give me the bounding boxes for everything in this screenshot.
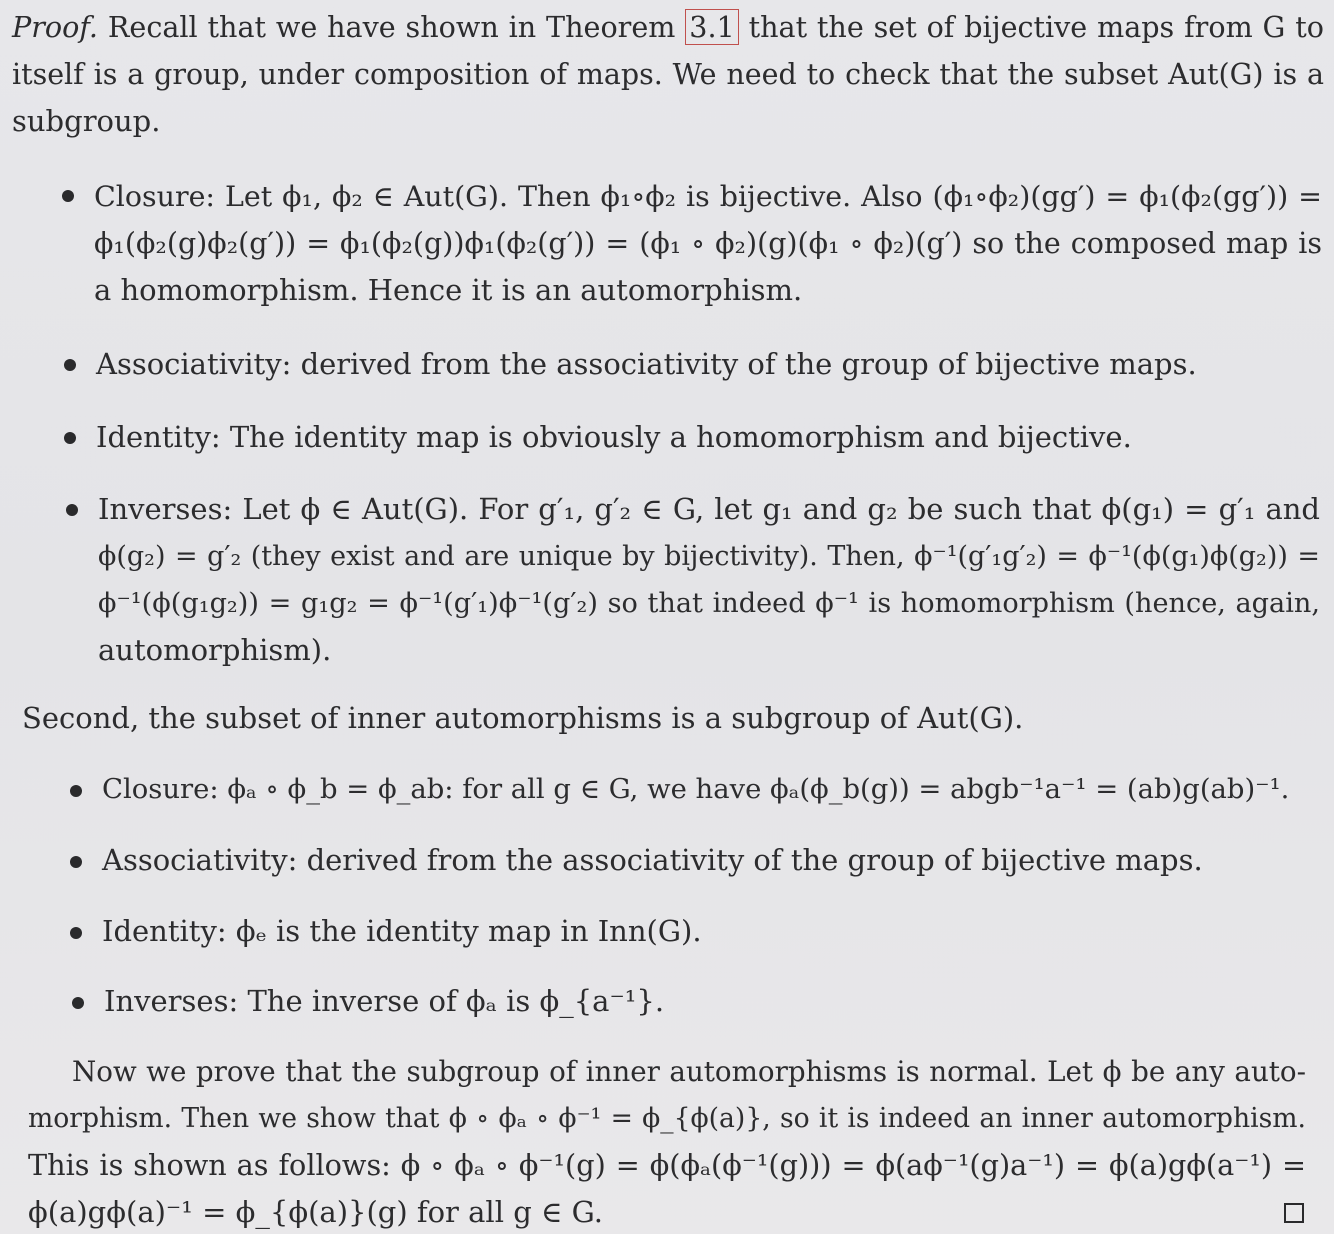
- qed-square-icon: [1284, 1203, 1304, 1223]
- aut-item-identity: [96, 414, 1296, 461]
- aut-identity-line: Identity: The identity map is obviously a homomorphism and bijective.: [96, 420, 1132, 454]
- aut-inverses-line-3: ϕ⁻¹(ϕ(g₁g₂)) = g₁g₂ = ϕ⁻¹(g′₁)ϕ⁻¹(g′₂) so that indeed ϕ⁻¹ is homomorphism (hence, again,: [98, 588, 1320, 619]
- bullet-icon: [66, 504, 78, 516]
- aut-associativity-line: Associativity: derived from the associativity of the group of bijective maps.: [96, 347, 1197, 381]
- aut-inverses-line-2: ϕ(g₂) = g′₂ (they exist and are unique by bijectivity). Then, ϕ⁻¹(g′₁g′₂) = ϕ⁻¹(ϕ(g₁)ϕ(g₂)) =: [98, 541, 1320, 572]
- bullet-icon: [72, 997, 84, 1009]
- normal-line-2: morphism. Then we show that ϕ ∘ ϕₐ ∘ ϕ⁻¹ = ϕ_{ϕ(a)}, so it is indeed an inner automorphism.: [28, 1103, 1306, 1134]
- aut-closure-line-1: Closure: Let ϕ₁, ϕ₂ ∈ Aut(G). Then ϕ₁∘ϕ₂ is bijective. Also (ϕ₁∘ϕ₂)(gg′) = ϕ₁(ϕ₂(gg′)) =: [94, 180, 1322, 213]
- aut-closure-line-2: ϕ₁(ϕ₂(g)ϕ₂(g′)) = ϕ₁(ϕ₂(g))ϕ₁(ϕ₂(g′)) = (ϕ₁ ∘ ϕ₂)(g)(ϕ₁ ∘ ϕ₂)(g′) so the composed map is: [94, 227, 1322, 260]
- inn-closure-line: Closure: ϕₐ ∘ ϕ_b = ϕ_ab: for all g ∈ G, we have ϕₐ(ϕ_b(g)) = abgb⁻¹a⁻¹ = (ab)g(ab)⁻¹.: [102, 774, 1290, 805]
- inn-item-inverses: [104, 978, 1304, 1025]
- normal-line-1: Now we prove that the subgroup of inner automorphisms is normal. Let ϕ be any auto-: [72, 1055, 1306, 1088]
- intro-paragraph: [12, 4, 1324, 145]
- bullet-icon: [70, 927, 82, 939]
- inn-inverses-line: Inverses: The inverse of ϕₐ is ϕ_{a⁻¹}.: [104, 984, 665, 1018]
- bullet-icon: [70, 856, 82, 868]
- bullet-icon: [70, 785, 82, 797]
- normal-line-4: ϕ(a)gϕ(a)⁻¹ = ϕ_{ϕ(a)}(g) for all g ∈ G.: [28, 1195, 604, 1229]
- intro-line-2: itself is a group, under composition of maps. We need to check that the subset Aut(G) is a: [12, 58, 1324, 91]
- aut-item-inverses: [98, 486, 1320, 674]
- intro-line-3: subgroup.: [12, 104, 161, 138]
- inn-identity-line: Identity: ϕₑ is the identity map in Inn(G).: [102, 914, 702, 948]
- aut-inverses-line-4: automorphism).: [98, 633, 332, 667]
- intro-line-1-post: that the set of bijective maps from G to: [748, 10, 1324, 44]
- aut-item-closure: [94, 173, 1322, 314]
- aut-item-associativity: [96, 341, 1296, 388]
- inn-item-identity: [102, 908, 1302, 955]
- second-line: Second, the subset of inner automorphisms is a subgroup of Aut(G).: [22, 701, 1024, 735]
- intro-line-1: [12, 4, 1324, 51]
- normal-paragraph: [28, 1048, 1306, 1234]
- proof-label: Proof.: [12, 10, 98, 44]
- intro-line-1-pre: Recall that we have shown in Theorem: [107, 10, 676, 44]
- aut-closure-line-3: a homomorphism. Hence it is an automorphism.: [94, 273, 803, 307]
- bullet-icon: [64, 359, 76, 371]
- normal-line-3: This is shown as follows: ϕ ∘ ϕₐ ∘ ϕ⁻¹(g) = ϕ(ϕₐ(ϕ⁻¹(g))) = ϕ(aϕ⁻¹(g)a⁻¹) = ϕ(a)gϕ(a⁻¹) =: [28, 1148, 1306, 1182]
- aut-inverses-line-1: Inverses: Let ϕ ∈ Aut(G). For g′₁, g′₂ ∈ G, let g₁ and g₂ be such that ϕ(g₁) = g′₁ and: [98, 492, 1320, 526]
- theorem-reference-link[interactable]: 3.1: [685, 9, 738, 45]
- inn-item-associativity: [102, 837, 1302, 884]
- second-paragraph: [22, 695, 1302, 742]
- inn-associativity-line: Associativity: derived from the associativity of the group of bijective maps.: [102, 843, 1203, 877]
- inn-item-closure: [102, 766, 1302, 813]
- bullet-icon: [62, 190, 74, 202]
- bullet-icon: [64, 432, 76, 444]
